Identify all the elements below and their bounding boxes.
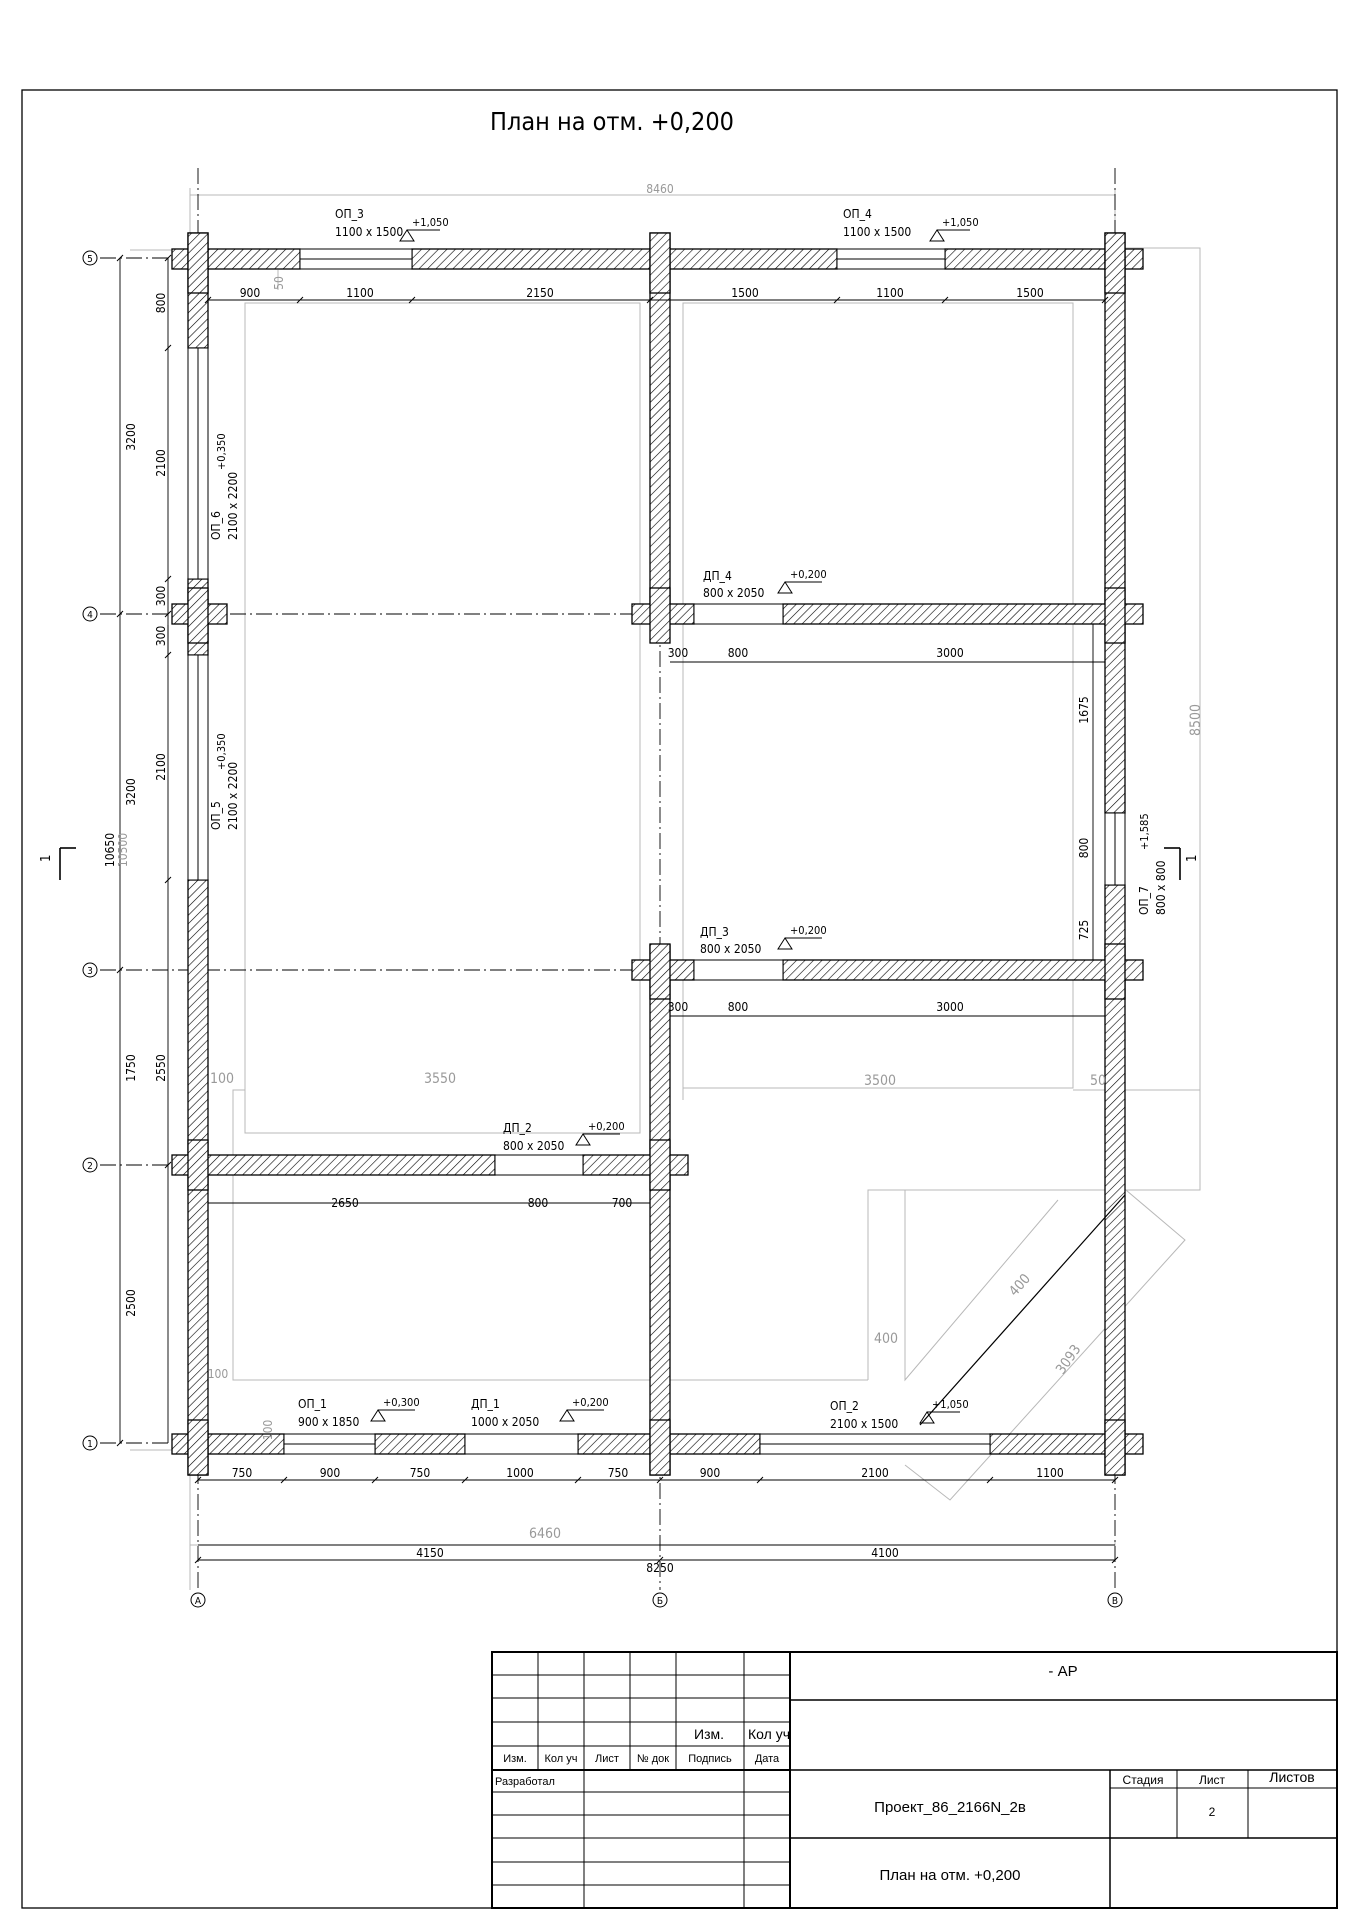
axis-label-1: 1 xyxy=(87,1439,93,1450)
svg-text:+1,050: +1,050 xyxy=(942,216,979,229)
svg-text:2100 x 1500: 2100 x 1500 xyxy=(830,1417,899,1431)
svg-text:+0,200: +0,200 xyxy=(572,1396,609,1409)
tb-sheet-label: Лист xyxy=(1198,1773,1226,1787)
dim-left-outer: 3200 xyxy=(124,423,138,451)
dim-axis4: 3000 xyxy=(936,646,964,660)
label-op5 xyxy=(209,733,240,830)
svg-text:1100 x 1500: 1100 x 1500 xyxy=(335,225,404,239)
svg-text:2100 x 2200: 2100 x 2200 xyxy=(226,471,240,540)
dim-left-inner: 300 xyxy=(154,585,168,607)
dim-axis2: 800 xyxy=(527,1196,549,1210)
tb-code: - АР xyxy=(1048,1663,1078,1680)
dim-top: 1100 xyxy=(346,286,374,300)
axis-label-2: 2 xyxy=(87,1161,93,1172)
label-dp1 xyxy=(471,1396,609,1429)
dim-overall: 8250 xyxy=(646,1561,674,1575)
dim-room-faint: 100 xyxy=(209,1071,235,1087)
dim-top: 1500 xyxy=(731,286,759,300)
dim-left-overall: 10650 xyxy=(103,832,117,868)
svg-text:ОП_6: ОП_6 xyxy=(209,511,223,540)
svg-text:+1,050: +1,050 xyxy=(932,1398,969,1411)
label-op6 xyxy=(209,433,240,540)
label-dp3 xyxy=(700,924,827,956)
dim-left-inner: 300 xyxy=(154,625,168,647)
tb-header: Изм. xyxy=(503,1753,527,1765)
svg-text:ОП_3: ОП_3 xyxy=(335,207,364,221)
dim-left-inner: 2100 xyxy=(154,753,168,781)
section-label-right: 1 xyxy=(1185,854,1200,862)
svg-text:+0,300: +0,300 xyxy=(383,1396,420,1409)
tb-stage-label: Стадия xyxy=(1122,1773,1164,1787)
dim-bottom: 750 xyxy=(409,1466,431,1480)
dimension-ticks xyxy=(117,255,1118,1563)
label-op3 xyxy=(335,207,449,239)
dim-axes: 4150 xyxy=(416,1546,444,1560)
drawing-title: План на отм. +0,200 xyxy=(490,107,734,136)
axis-label-4: 4 xyxy=(87,610,93,621)
dim-porch-faint: 400 xyxy=(873,1331,899,1347)
label-dp4 xyxy=(703,568,827,600)
dim-top: 900 xyxy=(239,286,261,300)
dim-room-faint: 50 xyxy=(1089,1073,1107,1089)
svg-text:2100 x 2200: 2100 x 2200 xyxy=(226,761,240,830)
tb-header: Дата xyxy=(754,1753,780,1765)
svg-text:900 x 1850: 900 x 1850 xyxy=(298,1415,360,1429)
svg-text:ДП_3: ДП_3 xyxy=(700,925,729,939)
dim-axis2: 700 xyxy=(611,1196,633,1210)
axis-label-a: А xyxy=(194,1596,202,1607)
svg-text:ДП_4: ДП_4 xyxy=(703,569,732,583)
dim-top: 1500 xyxy=(1016,286,1044,300)
svg-text:800 x 2050: 800 x 2050 xyxy=(700,942,762,956)
tb-sheets-label: Листов xyxy=(1269,1769,1315,1785)
dim-axis4: 800 xyxy=(727,646,749,660)
dim-room-faint: 3500 xyxy=(863,1073,897,1089)
section-marks xyxy=(60,848,1180,880)
svg-text:1000 x 2050: 1000 x 2050 xyxy=(471,1415,540,1429)
label-op4 xyxy=(843,207,979,239)
axis-label-b: Б xyxy=(656,1596,664,1607)
dim-bottom: 750 xyxy=(607,1466,629,1480)
dim-bottom-faint: 6460 xyxy=(528,1526,562,1542)
tb-project: Проект_86_2166N_2в xyxy=(874,1799,1026,1816)
axis-lines xyxy=(100,168,1140,1590)
dim-bottom: 1100 xyxy=(1036,1466,1064,1480)
dim-left-inner: 1750 xyxy=(124,1054,138,1082)
axis-label-v: В xyxy=(1111,1596,1119,1607)
svg-text:ОП_4: ОП_4 xyxy=(843,207,872,221)
tb-developed-by: Разработал xyxy=(495,1776,555,1788)
dim-left-outer: 3200 xyxy=(124,778,138,806)
tb-drawing-title: План на отм. +0,200 xyxy=(879,1867,1021,1884)
svg-text:+0,350: +0,350 xyxy=(215,433,228,470)
dim-porch-faint: 3093 xyxy=(1052,1341,1085,1378)
porch-diagonal xyxy=(920,1195,1125,1425)
dim-bottom: 900 xyxy=(699,1466,721,1480)
dim-room-faint: 3550 xyxy=(423,1071,457,1087)
svg-text:ОП_1: ОП_1 xyxy=(298,1397,327,1411)
dim-bottom: 2100 xyxy=(861,1466,889,1480)
dim-left-outer: 2550 xyxy=(154,1054,168,1082)
section-label-left: 1 xyxy=(39,854,54,862)
svg-text:+0,200: +0,200 xyxy=(790,924,827,937)
svg-text:ДП_2: ДП_2 xyxy=(503,1121,532,1135)
dim-bottom: 750 xyxy=(231,1466,253,1480)
dim-right-wall: 725 xyxy=(1077,919,1091,941)
dimension-lines xyxy=(120,258,1115,1560)
dim-bottom: 900 xyxy=(319,1466,341,1480)
dim-left-inner: 800 xyxy=(154,292,168,314)
axis-label-3: 3 xyxy=(87,966,93,977)
dim-axis4: 300 xyxy=(667,646,689,660)
dim-right-wall: 1675 xyxy=(1077,696,1091,724)
dim-top-overall: 8460 xyxy=(646,182,674,196)
dim-axis3: 800 xyxy=(727,1000,749,1014)
svg-text:800 x 2050: 800 x 2050 xyxy=(503,1139,565,1153)
dim-axis3: 300 xyxy=(667,1000,689,1014)
svg-text:ДП_1: ДП_1 xyxy=(471,1397,500,1411)
svg-text:+0,200: +0,200 xyxy=(588,1120,625,1133)
dim-left-outer: 2500 xyxy=(124,1289,138,1317)
svg-text:800 x 800: 800 x 800 xyxy=(1154,860,1168,915)
svg-text:+0,350: +0,350 xyxy=(215,733,228,770)
tb-header: Кол уч xyxy=(544,1753,578,1765)
svg-text:+1,050: +1,050 xyxy=(412,216,449,229)
dim-misc-faint: 100 xyxy=(207,1367,229,1381)
dim-axes: 4100 xyxy=(871,1546,899,1560)
tb-header: Лист xyxy=(595,1753,619,1765)
svg-text:ОП_2: ОП_2 xyxy=(830,1399,859,1413)
svg-text:+1,585: +1,585 xyxy=(1138,813,1151,850)
label-op1 xyxy=(298,1396,420,1429)
dim-left-overall-faint: 10500 xyxy=(116,832,130,868)
dim-axis3: 3000 xyxy=(936,1000,964,1014)
dim-right-wall: 800 xyxy=(1077,837,1091,859)
tb-header-upper: Кол уч xyxy=(748,1726,790,1742)
label-op7 xyxy=(1137,813,1168,915)
walls xyxy=(172,233,1143,1475)
dim-porch-faint: 400 xyxy=(1006,1271,1035,1300)
tb-sheet-number: 2 xyxy=(1208,1805,1216,1819)
dim-bottom: 1000 xyxy=(506,1466,534,1480)
tb-header: Подпись xyxy=(688,1753,732,1765)
label-dp2 xyxy=(503,1120,625,1153)
dim-left-inner: 2100 xyxy=(154,449,168,477)
label-op2 xyxy=(830,1398,969,1431)
dim-top: 1100 xyxy=(876,286,904,300)
svg-text:800 x 2050: 800 x 2050 xyxy=(703,586,765,600)
sheet-frame xyxy=(22,90,1337,1908)
dim-top: 2150 xyxy=(526,286,554,300)
tb-header-upper: Изм. xyxy=(694,1726,724,1742)
svg-text:+0,200: +0,200 xyxy=(790,568,827,581)
dim-misc-faint: 100 xyxy=(261,1419,275,1441)
svg-text:ОП_5: ОП_5 xyxy=(209,801,223,830)
axis-label-5: 5 xyxy=(87,254,93,265)
dim-right-faint: 8500 xyxy=(1188,703,1204,737)
svg-text:1100 x 1500: 1100 x 1500 xyxy=(843,225,912,239)
tb-header: № док xyxy=(636,1753,670,1765)
dim-top-small: 50 xyxy=(272,276,286,290)
svg-text:ОП_7: ОП_7 xyxy=(1137,886,1151,915)
dim-axis2: 2650 xyxy=(331,1196,359,1210)
